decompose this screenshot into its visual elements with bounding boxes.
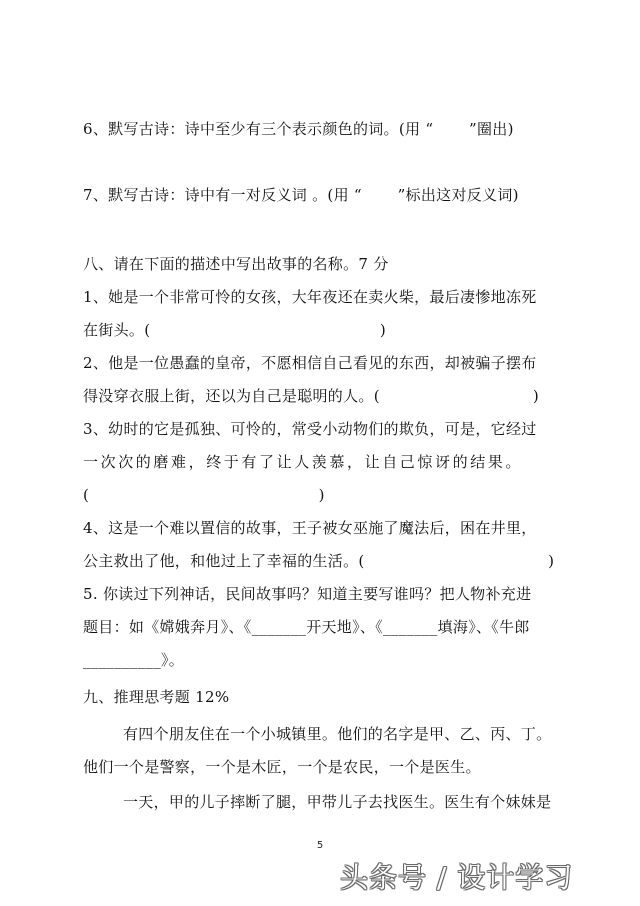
question-5-line-3: __________》。 [83, 651, 185, 669]
story-4-line-1: 4、这是一个难以置信的故事，王子被女巫施了魔法后，困在井里， [83, 519, 537, 537]
story-3-line-2: 一次次的磨难，终于有了让人羡慕，让自己惊讶的结果。 [83, 453, 524, 471]
story-4-line-2: 公主救出了他，和他过上了幸福的生活。( ) [83, 552, 555, 570]
story-2-line-2: 得没穿衣服上街，还以为自己是聪明的人。( ) [83, 387, 540, 405]
question-7-line: 7、默写古诗：诗中有一对反义词 。(用 “ ”标出这对反义词) [83, 186, 519, 204]
question-5-line-2: 题目：如《嫦娥奔月》、《_______开天地》、《_______填海》、《牛郎 [83, 618, 530, 636]
story-3-line-1: 3、幼时的它是孤独、可怜的，常受小动物们的欺负，可是，它经过 [83, 420, 537, 438]
watermark-text: 头条号 / 设计学习 [340, 861, 574, 894]
page-number: 5 [316, 840, 324, 851]
story-1-line-2: 在街头。( ) [83, 321, 387, 339]
question-5-line-1: 5. 你读过下列神话，民间故事吗？知道主要写谁吗？把人物补充进 [83, 585, 532, 603]
section-9-heading: 九、推理思考题 12% [83, 688, 230, 706]
story-1-line-1: 1、她是一个非常可怜的女孩，大年夜还在卖火柴，最后凄惨地冻死 [83, 288, 537, 306]
reasoning-paragraph-1-line-1: 有四个朋友住在一个小城镇里。他们的名字是甲、乙、丙、丁。 [123, 725, 552, 743]
reasoning-paragraph-1-line-2: 他们一个是警察，一个是木匠，一个是农民，一个是医生。 [83, 758, 481, 776]
section-8-heading: 八、请在下面的描述中写出故事的名称。7 分 [83, 255, 389, 273]
reasoning-paragraph-2-line-1: 一天，甲的儿子摔断了腿，甲带儿子去找医生。医生有个妹妹是 [123, 793, 552, 811]
story-2-line-1: 2、他是一位愚蠢的皇帝，不愿相信自己看见的东西，却被骗子摆布 [83, 354, 537, 372]
question-6-line: 6、默写古诗：诗中至少有三个表示颜色的词。(用 “ ”圈出) [83, 120, 514, 138]
story-3-line-3: ( ) [83, 486, 325, 504]
